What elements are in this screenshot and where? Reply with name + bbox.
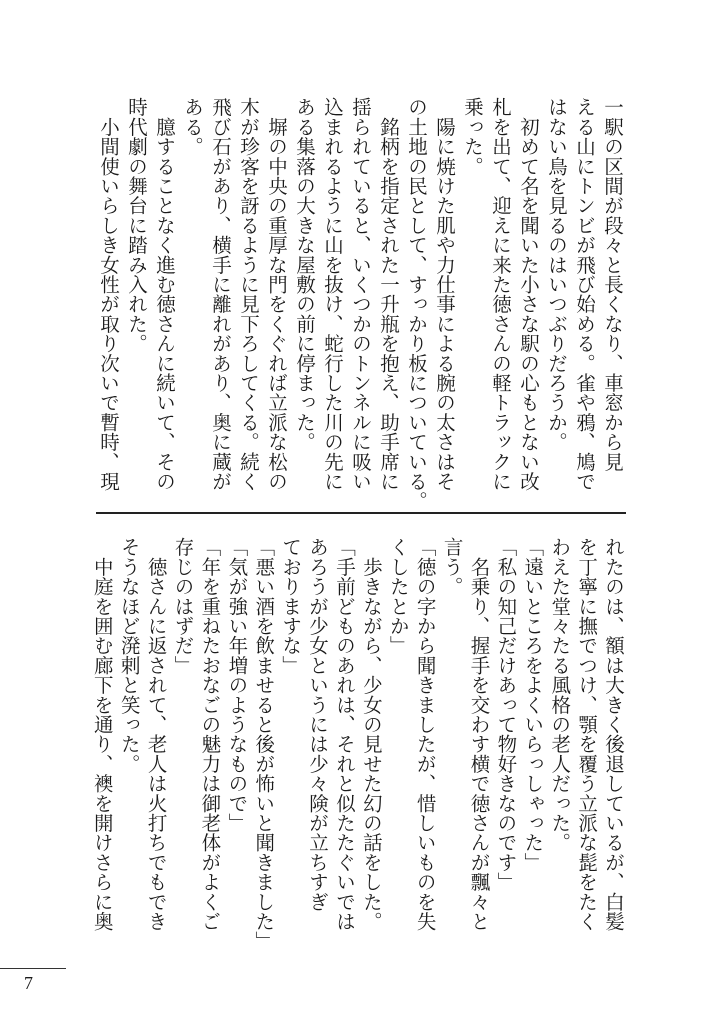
text-column: はない鳥を見るのはいつぶりだろうか。 xyxy=(545,97,568,452)
text-column: 存じのはずだ」 xyxy=(171,537,195,675)
text-column: 小間使いらしき女性が取り次いで暫時、現 xyxy=(97,97,120,491)
text-column: 陽に焼けた肌や力仕事による腕の太さはそ xyxy=(433,97,456,491)
text-column: 揺られていると、いくつかのトンネルに吸い xyxy=(349,97,372,491)
text-column: 臆することなく進む徳さんに続いて、その xyxy=(153,97,176,491)
text-column: あろうが少女というには少々険が立ちすぎ xyxy=(306,537,330,912)
text-block-top xyxy=(94,97,626,511)
text-column: 「悪い酒を飲ませると後が怖いと聞きました」 xyxy=(252,537,276,951)
section-divider xyxy=(96,512,626,514)
text-column: の土地の民として、すっかり板についている。 xyxy=(405,97,428,511)
text-column: 「私の知己だけあって物好きなのです」 xyxy=(494,537,518,892)
text-column: れたのは、額は大きく後退しているが、白髪 xyxy=(602,537,625,931)
text-column: 札を出て、迎えに来た徳さんの軽トラックに xyxy=(489,97,512,491)
text-column: 木が珍客を訝るように見下ろしてくる。続く xyxy=(237,97,260,491)
text-column: 「年を重ねたおなごの魅力は御老体がよくご xyxy=(198,537,222,931)
text-column: 乗った。 xyxy=(461,97,484,176)
text-column: 言う。 xyxy=(440,537,464,597)
text-column: 「手前どものあれは、それと似たたぐいでは xyxy=(332,537,356,931)
folio-rule xyxy=(0,968,66,969)
text-column: ておりますな」 xyxy=(279,537,303,675)
text-column: える山にトンビが飛び始める。雀や鴉、鳩で xyxy=(573,97,596,491)
text-column: 銘柄を指定された一升瓶を抱え、助手席に xyxy=(377,97,400,491)
text-column: くしたとか」 xyxy=(386,537,410,656)
text-column: そうなほど溌剌と笑った。 xyxy=(117,537,141,774)
text-column: ある。 xyxy=(181,97,204,157)
text-column: わえた堂々たる風格の老人だった。 xyxy=(548,537,572,853)
page-number: 7 xyxy=(24,973,33,993)
text-column: 中庭を囲む廊下を通り、襖を開けさらに奥 xyxy=(90,537,114,931)
text-column: 飛び石があり、横手に離れがあり、奥に蔵が xyxy=(209,97,232,491)
text-column: 名乗り、握手を交わす横で徳さんが飄々と xyxy=(467,537,491,931)
text-column: 「徳の字から聞きましたが、惜しいものを失 xyxy=(413,537,437,931)
text-column: ある集落の大きな屋敷の前に停まった。 xyxy=(293,97,316,452)
text-column: 一駅の区間が段々と長くなり、車窓から見 xyxy=(601,97,624,472)
text-column: 歩きながら、少女の見せた幻の話をした。 xyxy=(359,537,383,931)
text-column: 初めて名を聞いた小さな駅の心もとない改 xyxy=(517,97,540,491)
text-column: 徳さんに返されて、老人は火打ちでもでき xyxy=(144,537,168,931)
text-column: 「気が強い年増のようなもので」 xyxy=(225,537,249,833)
text-block-bottom xyxy=(88,537,626,951)
text-column: 時代劇の舞台に踏み入れた。 xyxy=(125,97,148,354)
text-column: を丁寧に撫でつけ、顎を覆う立派な髭をたく xyxy=(575,537,599,931)
text-column: 「遠いところをよくいらっしゃった」 xyxy=(521,537,545,872)
text-column: 込まれるように山を抜け、蛇行した川の先に xyxy=(321,97,344,491)
text-column: 塀の中央の重厚な門をくぐれば立派な松の xyxy=(265,97,288,491)
